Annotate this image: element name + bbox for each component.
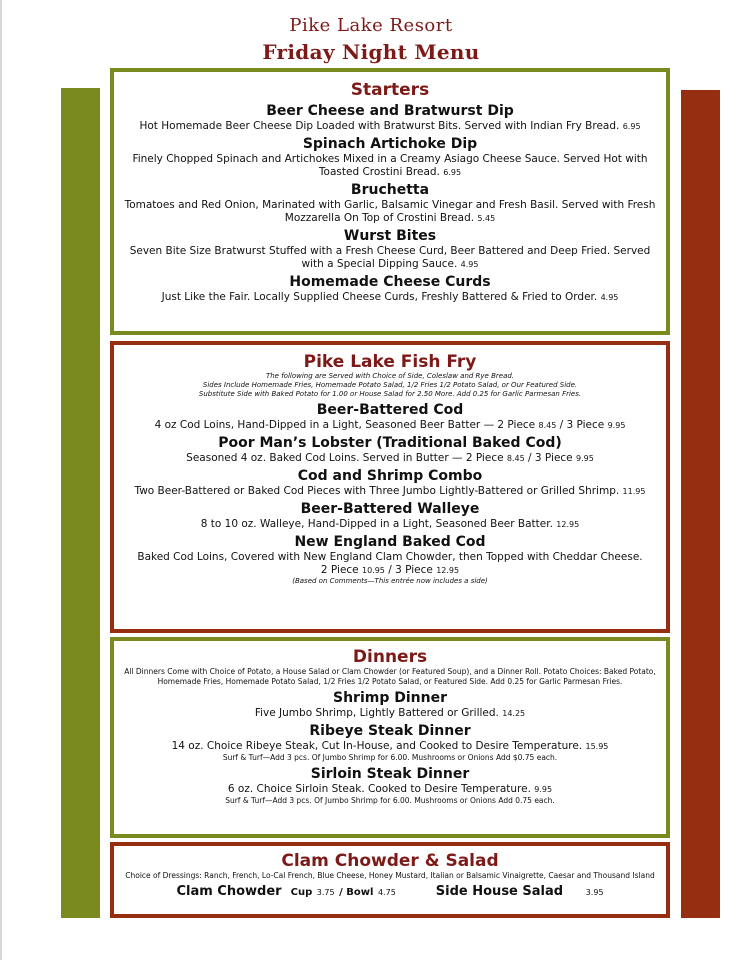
- menu-item-desc: Baked Cod Loins, Covered with New England Clam Chowder, then Topped with Cheddar Cheese.: [137, 551, 643, 563]
- dressings-list: Choice of Dressings: Ranch, French, Lo-Cal French, Blue Cheese, Honey Mustard, Italian or Balsamic Vinaigrette, Caesar and Thousand Island: [125, 871, 655, 880]
- menu-item-desc: Seasoned 4 oz. Baked Cod Loins. Served in Butter — 2 Piece 8.45 / 3 Piece 9.95: [186, 452, 594, 464]
- dinners-title: Dinners: [352, 647, 428, 667]
- menu-item-name: Cod and Shrimp Combo: [297, 468, 483, 484]
- menu-item-price: 4.95: [460, 260, 479, 269]
- menu-item-desc: 14 oz. Choice Ribeye Steak, Cut In-House, and Cooked to Desire Temperature. 15.95: [171, 740, 609, 752]
- menu-item-desc: 8 to 10 oz. Walleye, Hand-Dipped in a Light, Seasoned Beer Batter. 12.95: [200, 518, 580, 530]
- menu-item-note: Surf & Turf—Add 3 pcs. Of Jumbo Shrimp for 6.00. Mushrooms or Onions Add 0.75 each.: [225, 796, 555, 805]
- menu-item-price: 6.95: [443, 168, 462, 177]
- fish-fry-section: [110, 341, 670, 633]
- fish-fry-note: Substitute Side with Baked Potato for 1.00 or House Salad for 2.50 More. Add 0.25 for Garlic Parmesan Fries.: [198, 390, 582, 398]
- left-decorative-band: [61, 88, 100, 918]
- fish-fry-title: Pike Lake Fish Fry: [303, 352, 477, 372]
- chowder-label: Clam Chowder: [176, 884, 282, 899]
- menu-item-name: Beer Cheese and Bratwurst Dip: [266, 103, 514, 119]
- menu-item-desc: Tomatoes and Red Onion, Marinated with Garlic, Balsamic Vinegar and Fresh Basil. Served with Fresh Mozzarella On Top of Crostini Bread. 5.45: [124, 199, 656, 224]
- menu-item-desc: Seven Bite Size Bratwurst Stuffed with a Fresh Cheese Curd, Beer Battered and Deep Fried. Served with a Special Dipping Sauce. 4.95: [129, 245, 651, 270]
- menu-title: Friday Night Menu: [262, 40, 480, 64]
- bowl-label: / Bowl: [339, 887, 374, 898]
- menu-item-desc: 6 oz. Choice Sirloin Steak. Cooked to Desire Temperature. 9.95: [227, 783, 553, 795]
- starters-section: [110, 68, 670, 335]
- menu-item-desc: Finely Chopped Spinach and Artichokes Mixed in a Creamy Asiago Cheese Sauce. Served Hot with Toasted Crostini Bread. 6.95: [132, 153, 648, 178]
- dinners-intro: All Dinners Come with Choice of Potato, a House Salad or Clam Chowder (or Featured Soup), and a Dinner Roll. Potato Choices: Baked Potato, Homemade Fries, Homemade Potato Salad, 1/2 Fries 1/2 Potato Salad, or Featured Side. Add 0.25 for Garlic Parmesan Fries.: [124, 667, 656, 686]
- right-decorative-band: [681, 90, 720, 918]
- resort-name: Pike Lake Resort: [289, 15, 453, 36]
- menu-item-price: 6.95: [622, 122, 641, 131]
- fish-fry-note: The following are Served with Choice of Side, Coleslaw and Rye Bread.: [265, 372, 515, 380]
- bowl-price: 4.75: [377, 888, 396, 897]
- menu-item-name: Homemade Cheese Curds: [289, 274, 491, 290]
- salad-label: Side House Salad: [435, 884, 564, 899]
- menu-item-name: Shrimp Dinner: [333, 690, 447, 706]
- menu-item-desc: Five Jumbo Shrimp, Lightly Battered or Grilled. 14.25: [254, 707, 526, 719]
- menu-item-name: New England Baked Cod: [294, 534, 486, 550]
- menu-item-desc: Two Beer-Battered or Baked Cod Pieces with Three Jumbo Lightly-Battered or Grilled Shrimp. 11.95: [134, 485, 646, 497]
- menu-item-name: Sirloin Steak Dinner: [310, 766, 470, 782]
- salad-price: 3.95: [585, 888, 604, 897]
- menu-item-price: 4.95: [600, 293, 619, 302]
- menu-item-name: Ribeye Steak Dinner: [309, 723, 471, 739]
- fish-fry-note: Sides Include Homemade Fries, Homemade Potato Salad, 1/2 Fries 1/2 Potato Salad, or Our Featured Side.: [202, 381, 578, 389]
- starters-title: Starters: [350, 80, 430, 100]
- menu-item-name: Wurst Bites: [343, 228, 437, 244]
- menu-item-name: Beer-Battered Walleye: [300, 501, 480, 517]
- menu-item-name: Poor Man’s Lobster (Traditional Baked Cod): [218, 435, 562, 451]
- chowder-salad-prices: [114, 884, 666, 899]
- dinners-section: [110, 637, 670, 838]
- chowder-salad-title: Clam Chowder & Salad: [281, 851, 499, 871]
- menu-item-price: 5.45: [477, 214, 496, 223]
- menu-item-desc: Hot Homemade Beer Cheese Dip Loaded with Bratwurst Bits. Served with Indian Fry Bread. 6.95: [139, 120, 641, 132]
- menu-item-name: Spinach Artichoke Dip: [302, 136, 478, 152]
- menu-item-price-line: 2 Piece 10.95 / 3 Piece 12.95: [320, 564, 460, 576]
- chowder-salad-section: [110, 842, 670, 918]
- cup-price: 3.75: [316, 888, 335, 897]
- menu-item-desc: 4 oz Cod Loins, Hand-Dipped in a Light, Seasoned Beer Batter — 2 Piece 8.45 / 3 Piece 9.95: [154, 419, 626, 431]
- menu-item-note: Surf & Turf—Add 3 pcs. Of Jumbo Shrimp for 6.00. Mushrooms or Onions Add $0.75 each.: [222, 753, 558, 762]
- menu-item-name: Bruchetta: [350, 182, 430, 198]
- page-edge-line: [0, 0, 2, 960]
- menu-item-name: Beer-Battered Cod: [316, 402, 464, 418]
- menu-item-desc: Just Like the Fair. Locally Supplied Cheese Curds, Freshly Battered & Fried to Order. 4.95: [161, 291, 619, 303]
- menu-item-note: (Based on Comments—This entrée now includes a side): [292, 577, 488, 585]
- cup-label: Cup: [290, 887, 313, 898]
